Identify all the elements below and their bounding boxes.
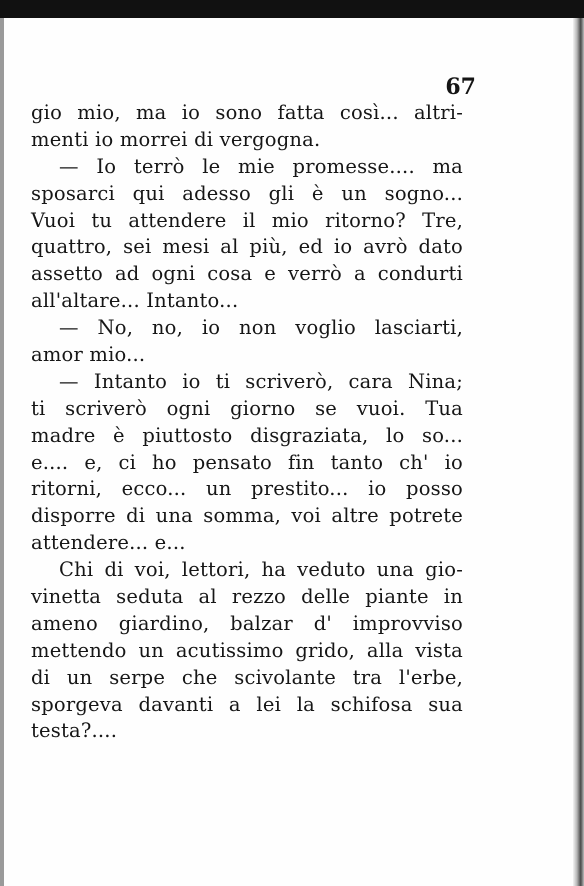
scan-right-edge xyxy=(573,18,584,886)
scan-left-edge xyxy=(0,18,4,886)
text-line: Vuoi tu attendere il mio ritorno? Tre, xyxy=(31,208,463,232)
text-line: sporgeva davanti a lei la schifosa sua xyxy=(31,692,463,716)
text-line: testa?.... xyxy=(31,719,118,743)
text-line: quattro, sei mesi al più, ed io avrò dato xyxy=(31,235,463,259)
text-line: all'altare... Intanto... xyxy=(31,289,239,313)
text-line: Chi di voi, lettori, ha veduto una gio- xyxy=(59,558,463,582)
text-line: assetto ad ogni cosa e verrò a condurti xyxy=(31,262,463,286)
text-line: disporre di una somma, voi altre potrete xyxy=(31,504,463,528)
text-line: vinetta seduta al rezzo delle piante in xyxy=(31,585,463,609)
text-line: di un serpe che scivolante tra l'erbe, xyxy=(31,665,463,689)
text-line: — Io terrò le mie promesse.... ma xyxy=(59,154,463,178)
text-line: mettendo un acutissimo grido, alla vista xyxy=(31,638,463,662)
text-line: — No, no, io non voglio lasciarti, xyxy=(59,316,463,340)
text-line: amor mio... xyxy=(31,343,146,367)
text-line: madre è piuttosto disgraziata, lo so... xyxy=(31,423,463,447)
text-line: sposarci qui adesso gli è un sogno... xyxy=(31,181,463,205)
scan-top-border xyxy=(0,0,584,18)
text-line: ritorni, ecco... un prestito... io posso xyxy=(31,477,463,501)
text-line: ameno giardino, balzar d' improvviso xyxy=(31,611,463,635)
text-line: menti io morrei di vergogna. xyxy=(31,127,321,151)
page-number: 67 xyxy=(445,74,476,100)
text-line: attendere... e... xyxy=(31,531,186,555)
text-line: gio mio, ma io sono fatta così... altri- xyxy=(31,101,463,124)
body-text xyxy=(31,100,463,745)
text-line: ti scriverò ogni giorno se vuoi. Tua xyxy=(31,396,463,420)
text-line: e.... e, ci ho pensato fin tanto ch' io xyxy=(31,450,463,474)
text-line: — Intanto io ti scriverò, cara Nina; xyxy=(59,369,463,393)
